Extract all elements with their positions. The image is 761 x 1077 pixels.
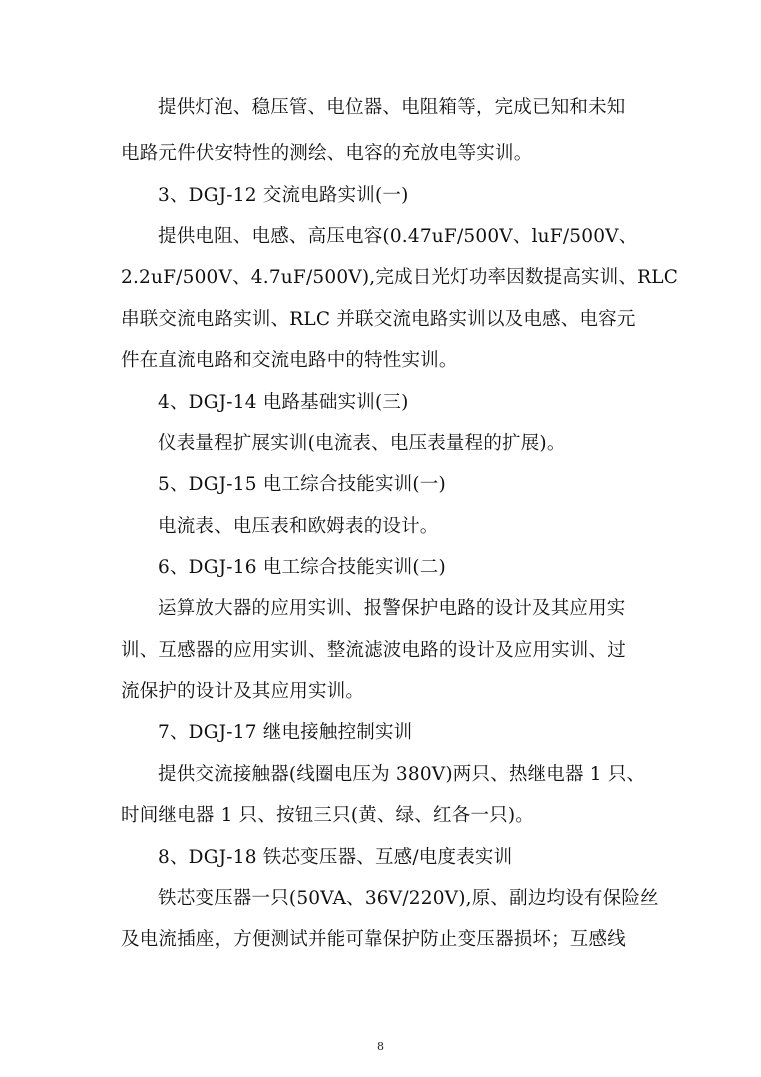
text-line: 铁芯变压器一只(50VA、36V/220V),原、副边均设有保险丝 [158,888,659,909]
text-line: 串联交流电路实训、RLC 并联交流电路实训以及电感、电容元 [121,309,636,330]
text-line: 提供交流接触器(线圈电压为 380V)两只、热继电器 1 只、 [158,764,646,785]
text-line: 件在直流电路和交流电路中的特性实训。 [121,350,458,371]
text-line: 提供电阻、电感、高压电容(0.47uF/500V、luF/500V、 [158,226,638,247]
text-line: 及电流插座，方便测试并能可靠保护防止变压器损坏；互感线 [121,929,626,950]
text-line: 时间继电器 1 只、按钮三只(黄、绿、红各一只)。 [121,805,534,826]
text-line: 训、互感器的应用实训、整流滤波电路的设计及应用实训、过 [121,640,626,661]
text-line: 运算放大器的应用实训、报警保护电路的设计及其应用实 [158,598,626,619]
page-number: 8 [377,1040,384,1053]
text-line: 电路元件伏安特性的测绘、电容的充放电等实训。 [121,143,533,164]
section-heading: 8、DGJ-18 铁芯变压器、互感/电度表实训 [158,847,513,868]
section-heading: 7、DGJ-17 继电接触控制实训 [158,722,413,743]
section-heading: 4、DGJ-14 电路基础实训(三) [158,392,409,413]
text-line: 提供灯泡、稳压管、电位器、电阻箱等，完成已知和未知 [158,97,626,118]
section-heading: 6、DGJ-16 电工综合技能实训(二) [158,557,446,578]
text-line: 流保护的设计及其应用实训。 [121,681,365,702]
text-line: 2.2uF/500V、4.7uF/500V),完成日光灯功率因数提高实训、RLC [121,267,679,288]
text-line: 电流表、电压表和欧姆表的设计。 [158,516,439,537]
section-heading: 3、DGJ-12 交流电路实训(一) [158,185,409,206]
text-line: 仪表量程扩展实训(电流表、电压表量程的扩展)。 [158,433,566,454]
section-heading: 5、DGJ-15 电工综合技能实训(一) [158,474,446,495]
